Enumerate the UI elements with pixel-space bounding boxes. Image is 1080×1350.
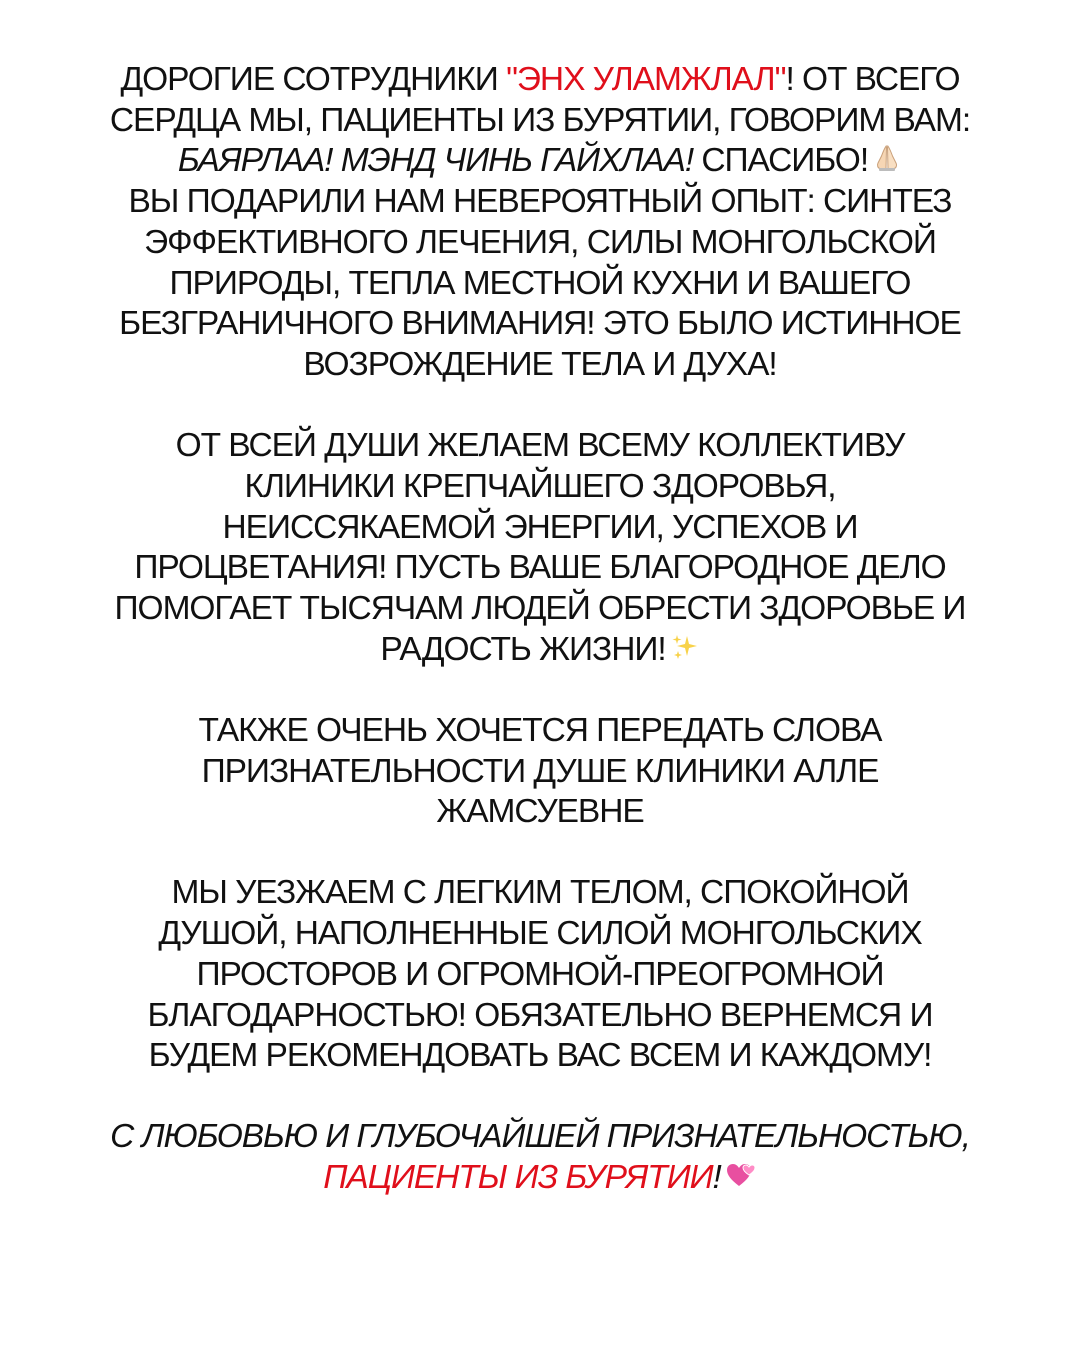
- text-line: ОТ ВСЕЙ ДУШИ ЖЕЛАЕМ ВСЕМУ КОЛЛЕКТИВУ: [175, 427, 905, 465]
- text-line: ПОМОГАЕТ ТЫСЯЧАМ ЛЮДЕЙ ОБРЕСТИ ЗДОРОВЬЕ И: [114, 589, 966, 627]
- text-line: [30, 141, 1050, 182]
- text-line: СЕРДЦА МЫ, ПАЦИЕНТЫ ИЗ БУРЯТИИ, ГОВОРИМ ВАМ:: [109, 101, 971, 139]
- text-line: ПРОЦВЕТАНИЯ! ПУСТЬ ВАШЕ БЛАГОРОДНОЕ ДЕЛО: [134, 549, 946, 587]
- signature-name: ПАЦИЕНТЫ ИЗ БУРЯТИИ: [323, 1159, 713, 1197]
- greeting-text-end: ! ОТ ВСЕГО: [785, 61, 960, 98]
- signature-line: [30, 1158, 1050, 1199]
- text-line: ЭФФЕКТИВНОГО ЛЕЧЕНИЯ, СИЛЫ МОНГОЛЬСКОЙ: [144, 223, 936, 261]
- signature-punct: !: [712, 1159, 721, 1197]
- text-line: ПРИРОДЫ, ТЕПЛА МЕСТНОЙ КУХНИ И ВАШЕГО: [169, 264, 911, 302]
- sparkles-icon: [670, 632, 700, 662]
- thanks-text: СПАСИБО!: [693, 142, 869, 180]
- wishes-paragraph: [30, 426, 1050, 670]
- text-line: ВЫ ПОДАРИЛИ НАМ НЕВЕРОЯТНЫЙ ОПЫТ: СИНТЕЗ: [128, 183, 952, 221]
- greeting-text: ДОРОГИЕ СОТРУДНИКИ: [120, 61, 507, 98]
- text-line: ВОЗРОЖДЕНИЕ ТЕЛА И ДУХА!: [303, 345, 777, 383]
- praying-hands-icon: [872, 143, 902, 173]
- text-line: БЛАГОДАРНОСТЬЮ! ОБЯЗАТЕЛЬНО ВЕРНЕМСЯ И: [147, 996, 933, 1034]
- text-line: МЫ УЕЗЖАЕМ С ЛЕГКИМ ТЕЛОМ, СПОКОЙНОЙ: [171, 874, 909, 912]
- text-line: НЕИССЯКАЕМОЙ ЭНЕРГИИ, УСПЕХОВ И: [222, 508, 858, 546]
- mongolian-thanks: БАЯРЛАА! МЭНД ЧИНЬ ГАЙХЛАА!: [177, 142, 694, 180]
- text-line: БЕЗГРАНИЧНОГО ВНИМАНИЯ! ЭТО БЫЛО ИСТИННОЕ: [119, 305, 961, 343]
- signature-line: С ЛЮБОВЬЮ И ГЛУБОЧАЙШЕЙ ПРИЗНАТЕЛЬНОСТЬЮ,: [110, 1118, 970, 1156]
- text-line: ЖАМСУЕВНЕ: [436, 793, 644, 831]
- greeting-paragraph: [30, 60, 1050, 386]
- text-line: БУДЕМ РЕКОМЕНДОВАТЬ ВАС ВСЕМ И КАЖДОМУ!: [148, 1037, 932, 1075]
- text-line: [30, 630, 1050, 671]
- wishes-end-text: РАДОСТЬ ЖИЗНИ!: [380, 630, 666, 668]
- signature-paragraph: [30, 1117, 1050, 1198]
- text-line: КЛИНИКИ КРЕПЧАЙШЕГО ЗДОРОВЬЯ,: [244, 467, 836, 505]
- text-line: [30, 60, 1050, 101]
- clinic-name: "ЭНХ УЛАМЖЛАЛ": [506, 61, 786, 98]
- text-line: ТАКЖЕ ОЧЕНЬ ХОЧЕТСЯ ПЕРЕДАТЬ СЛОВА: [198, 711, 882, 749]
- text-line: ПРОСТОРОВ И ОГРОМНОЙ-ПРЕОГРОМНОЙ: [196, 955, 884, 993]
- text-line: ДУШОЙ, НАПОЛНЕННЫЕ СИЛОЙ МОНГОЛЬСКИХ: [158, 915, 922, 953]
- two-hearts-icon: [725, 1160, 757, 1190]
- gratitude-paragraph: [30, 711, 1050, 833]
- text-line: ПРИЗНАТЕЛЬНОСТИ ДУШЕ КЛИНИКИ АЛЛЕ: [201, 752, 879, 790]
- farewell-paragraph: [30, 873, 1050, 1077]
